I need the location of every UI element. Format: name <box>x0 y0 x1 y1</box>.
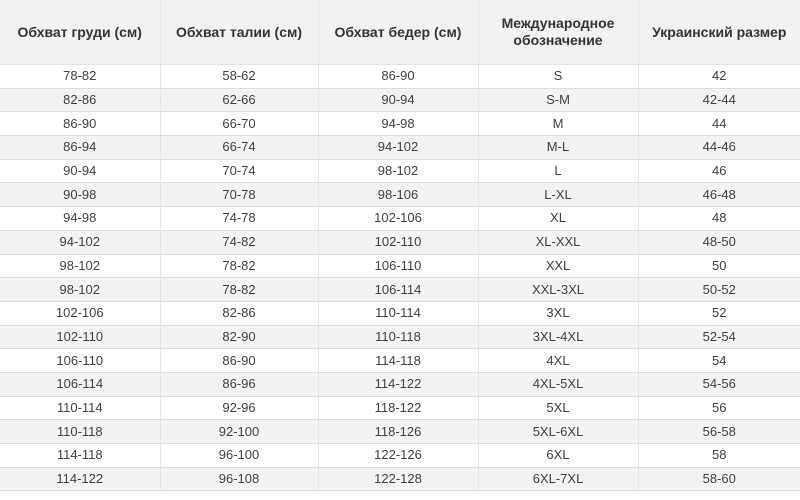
table-row <box>0 467 800 491</box>
chest-cell: 106-110 <box>0 349 160 373</box>
waist-cell: 92-96 <box>160 396 318 420</box>
hips-cell: 122-126 <box>318 444 478 468</box>
hips-cell: 98-102 <box>318 159 478 183</box>
chest-cell: 94-102 <box>0 230 160 254</box>
international-size-cell: L <box>478 159 638 183</box>
chest-cell: 102-106 <box>0 301 160 325</box>
chest-cell: 110-118 <box>0 420 160 444</box>
table-row <box>0 183 800 207</box>
ukrainian-size-cell: 42 <box>638 65 800 89</box>
header-ukrainian-size: Украинский размер <box>638 0 800 65</box>
chest-cell: 110-114 <box>0 396 160 420</box>
chest-cell: 78-82 <box>0 65 160 89</box>
waist-cell: 70-74 <box>160 159 318 183</box>
international-size-cell: XXL <box>478 254 638 278</box>
international-size-cell: 6XL <box>478 444 638 468</box>
international-size-cell: XXL-3XL <box>478 278 638 302</box>
table-row <box>0 301 800 325</box>
hips-cell: 98-106 <box>318 183 478 207</box>
table-row <box>0 136 800 160</box>
waist-cell: 86-90 <box>160 349 318 373</box>
header-row <box>0 0 800 65</box>
hips-cell: 114-118 <box>318 349 478 373</box>
hips-cell: 110-118 <box>318 325 478 349</box>
international-size-cell: M-L <box>478 136 638 160</box>
hips-cell: 122-128 <box>318 467 478 491</box>
chest-cell: 90-98 <box>0 183 160 207</box>
ukrainian-size-cell: 56-58 <box>638 420 800 444</box>
header-hips: Обхват бедер (см) <box>318 0 478 65</box>
header-international-size: Международное обозначение <box>478 0 638 65</box>
chest-cell: 82-86 <box>0 88 160 112</box>
ukrainian-size-cell: 42-44 <box>638 88 800 112</box>
header-waist: Обхват талии (см) <box>160 0 318 65</box>
international-size-cell: XL-XXL <box>478 230 638 254</box>
chest-cell: 114-118 <box>0 444 160 468</box>
ukrainian-size-cell: 46-48 <box>638 183 800 207</box>
waist-cell: 78-82 <box>160 254 318 278</box>
ukrainian-size-cell: 46 <box>638 159 800 183</box>
waist-cell: 66-74 <box>160 136 318 160</box>
hips-cell: 106-114 <box>318 278 478 302</box>
waist-cell: 78-82 <box>160 278 318 302</box>
ukrainian-size-cell: 44 <box>638 112 800 136</box>
chest-cell: 106-114 <box>0 372 160 396</box>
table-row <box>0 349 800 373</box>
hips-cell: 90-94 <box>318 88 478 112</box>
international-size-cell: 5XL <box>478 396 638 420</box>
waist-cell: 96-108 <box>160 467 318 491</box>
waist-cell: 74-78 <box>160 207 318 231</box>
chest-cell: 102-110 <box>0 325 160 349</box>
hips-cell: 102-106 <box>318 207 478 231</box>
international-size-cell: M <box>478 112 638 136</box>
hips-cell: 114-122 <box>318 372 478 396</box>
table-row <box>0 254 800 278</box>
hips-cell: 102-110 <box>318 230 478 254</box>
waist-cell: 70-78 <box>160 183 318 207</box>
table-row <box>0 396 800 420</box>
table-row <box>0 444 800 468</box>
international-size-cell: 3XL-4XL <box>478 325 638 349</box>
table-row <box>0 420 800 444</box>
international-size-cell: 4XL <box>478 349 638 373</box>
table-row <box>0 372 800 396</box>
table-row <box>0 112 800 136</box>
hips-cell: 118-122 <box>318 396 478 420</box>
table-row <box>0 278 800 302</box>
chest-cell: 86-90 <box>0 112 160 136</box>
waist-cell: 58-62 <box>160 65 318 89</box>
chest-cell: 98-102 <box>0 278 160 302</box>
waist-cell: 96-100 <box>160 444 318 468</box>
table-row <box>0 207 800 231</box>
hips-cell: 94-102 <box>318 136 478 160</box>
hips-cell: 118-126 <box>318 420 478 444</box>
hips-cell: 110-114 <box>318 301 478 325</box>
table-body <box>0 65 800 491</box>
ukrainian-size-cell: 58-60 <box>638 467 800 491</box>
waist-cell: 66-70 <box>160 112 318 136</box>
chest-cell: 114-122 <box>0 467 160 491</box>
chest-cell: 90-94 <box>0 159 160 183</box>
ukrainian-size-cell: 52 <box>638 301 800 325</box>
ukrainian-size-cell: 54-56 <box>638 372 800 396</box>
international-size-cell: S-M <box>478 88 638 112</box>
waist-cell: 86-96 <box>160 372 318 396</box>
hips-cell: 106-110 <box>318 254 478 278</box>
waist-cell: 92-100 <box>160 420 318 444</box>
waist-cell: 74-82 <box>160 230 318 254</box>
ukrainian-size-cell: 58 <box>638 444 800 468</box>
ukrainian-size-cell: 44-46 <box>638 136 800 160</box>
chest-cell: 94-98 <box>0 207 160 231</box>
chest-cell: 98-102 <box>0 254 160 278</box>
waist-cell: 82-86 <box>160 301 318 325</box>
ukrainian-size-cell: 48 <box>638 207 800 231</box>
table-row <box>0 88 800 112</box>
ukrainian-size-cell: 50-52 <box>638 278 800 302</box>
header-chest: Обхват груди (см) <box>0 0 160 65</box>
international-size-cell: S <box>478 65 638 89</box>
table-header <box>0 0 800 65</box>
international-size-cell: L-XL <box>478 183 638 207</box>
table-row <box>0 65 800 89</box>
hips-cell: 94-98 <box>318 112 478 136</box>
international-size-cell: 4XL-5XL <box>478 372 638 396</box>
chest-cell: 86-94 <box>0 136 160 160</box>
ukrainian-size-cell: 48-50 <box>638 230 800 254</box>
international-size-cell: 5XL-6XL <box>478 420 638 444</box>
table-row <box>0 159 800 183</box>
hips-cell: 86-90 <box>318 65 478 89</box>
waist-cell: 82-90 <box>160 325 318 349</box>
ukrainian-size-cell: 54 <box>638 349 800 373</box>
ukrainian-size-cell: 52-54 <box>638 325 800 349</box>
table-row <box>0 230 800 254</box>
international-size-cell: 6XL-7XL <box>478 467 638 491</box>
international-size-cell: XL <box>478 207 638 231</box>
table-row <box>0 325 800 349</box>
waist-cell: 62-66 <box>160 88 318 112</box>
international-size-cell: 3XL <box>478 301 638 325</box>
ukrainian-size-cell: 50 <box>638 254 800 278</box>
ukrainian-size-cell: 56 <box>638 396 800 420</box>
